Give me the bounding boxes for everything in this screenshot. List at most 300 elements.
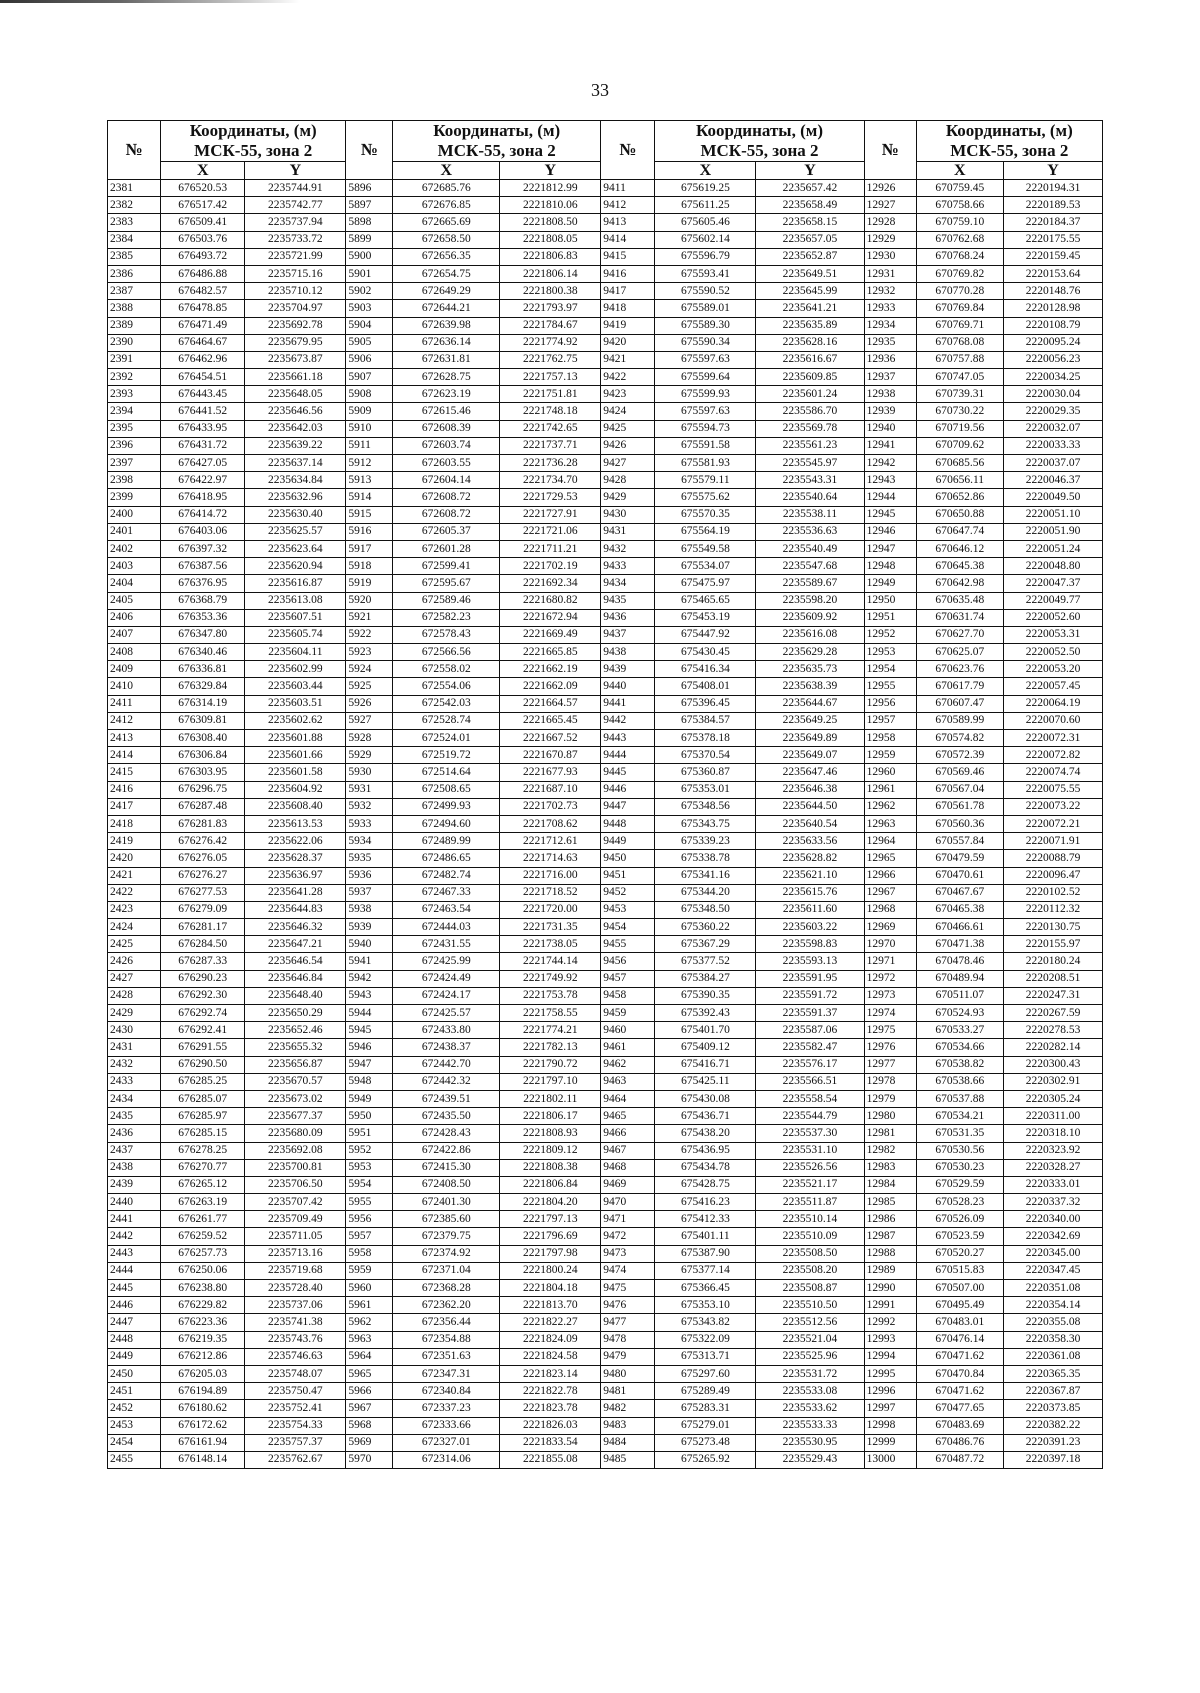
y-coordinate: 2220367.87 [1004,1383,1103,1400]
table-row [108,1005,1103,1022]
x-coordinate: 675453.19 [655,609,756,626]
y-coordinate: 2221790.72 [500,1056,601,1073]
x-coordinate: 670465.38 [916,901,1003,918]
table-row [108,970,1103,987]
table-row [108,850,1103,867]
y-coordinate: 2235646.54 [245,953,346,970]
point-number: 12962 [864,798,916,815]
x-coordinate: 676219.35 [161,1331,245,1348]
x-coordinate: 676296.75 [161,781,245,798]
y-coordinate: 2235648.05 [245,386,346,403]
y-coordinate: 2220051.90 [1004,523,1103,540]
y-coordinate: 2235713.16 [245,1245,346,1262]
x-coordinate: 676285.07 [161,1090,245,1107]
x-coordinate: 675590.52 [655,283,756,300]
x-coordinate: 672438.37 [393,1039,500,1056]
y-coordinate: 2221806.14 [500,265,601,282]
y-coordinate: 2220358.30 [1004,1331,1103,1348]
point-number: 2432 [108,1056,161,1073]
point-number: 5940 [346,936,393,953]
y-coordinate: 2235508.87 [756,1280,864,1297]
x-coordinate: 670529.59 [916,1176,1003,1193]
point-number: 12950 [864,592,916,609]
y-coordinate: 2235615.76 [756,884,864,901]
x-coordinate: 670567.04 [916,781,1003,798]
y-coordinate: 2220247.31 [1004,987,1103,1004]
point-number: 9431 [601,523,655,540]
x-coordinate: 676353.36 [161,609,245,626]
x-coordinate: 670534.66 [916,1039,1003,1056]
x-coordinate: 670515.83 [916,1262,1003,1279]
x-coordinate: 672444.03 [393,919,500,936]
point-number: 12952 [864,626,916,643]
y-coordinate: 2221753.78 [500,987,601,1004]
y-coordinate: 2235525.96 [756,1348,864,1365]
x-coordinate: 675596.79 [655,248,756,265]
point-number: 2450 [108,1365,161,1382]
point-number: 9484 [601,1434,655,1451]
point-number: 9470 [601,1194,655,1211]
y-coordinate: 2220189.53 [1004,197,1103,214]
x-coordinate: 675367.29 [655,936,756,953]
y-coordinate: 2220051.24 [1004,540,1103,557]
x-coordinate: 676329.84 [161,678,245,695]
y-coordinate: 2221774.21 [500,1022,601,1039]
y-coordinate: 2220351.08 [1004,1280,1103,1297]
x-coordinate: 676229.82 [161,1297,245,1314]
point-number: 9446 [601,781,655,798]
x-coordinate: 672354.88 [393,1331,500,1348]
y-coordinate: 2220049.50 [1004,489,1103,506]
x-coordinate: 675313.71 [655,1348,756,1365]
x-coordinate: 676306.84 [161,747,245,764]
table-row [108,1262,1103,1279]
coords-header [916,121,1102,162]
y-coordinate: 2235673.02 [245,1090,346,1107]
y-coordinate: 2235621.10 [756,867,864,884]
point-number: 2415 [108,764,161,781]
point-number: 5903 [346,300,393,317]
y-coordinate: 2221800.38 [500,283,601,300]
y-coordinate: 2235692.08 [245,1142,346,1159]
point-number: 5936 [346,867,393,884]
point-number: 2396 [108,437,161,454]
table-row [108,661,1103,678]
x-coordinate: 675339.23 [655,833,756,850]
point-number: 9425 [601,420,655,437]
y-coordinate: 2221813.70 [500,1297,601,1314]
x-coordinate: 676270.77 [161,1159,245,1176]
x-coordinate: 672628.75 [393,369,500,386]
y-coordinate: 2235628.82 [756,850,864,867]
x-coordinate: 675353.10 [655,1297,756,1314]
y-coordinate: 2221800.24 [500,1262,601,1279]
point-number: 12968 [864,901,916,918]
x-coordinate: 672656.35 [393,248,500,265]
y-coordinate: 2221742.65 [500,420,601,437]
table-row [108,180,1103,197]
point-number: 2393 [108,386,161,403]
x-coordinate: 675409.12 [655,1039,756,1056]
x-coordinate: 676279.09 [161,901,245,918]
point-number: 12980 [864,1108,916,1125]
point-number: 2434 [108,1090,161,1107]
table-row [108,919,1103,936]
point-number: 12978 [864,1073,916,1090]
x-coordinate: 675579.11 [655,472,756,489]
y-coordinate: 2221824.58 [500,1348,601,1365]
x-coordinate: 670769.82 [916,265,1003,282]
x-coordinate: 672351.63 [393,1348,500,1365]
point-number: 5943 [346,987,393,1004]
y-coordinate: 2235635.89 [756,317,864,334]
table-row [108,695,1103,712]
x-coordinate: 675401.70 [655,1022,756,1039]
table-row [108,283,1103,300]
y-coordinate: 2235603.51 [245,695,346,712]
x-coordinate: 670589.99 [916,712,1003,729]
point-number: 2388 [108,300,161,317]
x-coordinate: 675348.56 [655,798,756,815]
point-number: 9459 [601,1005,655,1022]
point-number: 12998 [864,1417,916,1434]
y-coordinate: 2235649.07 [756,747,864,764]
point-number: 9450 [601,850,655,867]
x-coordinate: 676520.53 [161,180,245,197]
y-coordinate: 2221855.08 [500,1451,601,1468]
y-coordinate: 2221727.91 [500,506,601,523]
point-number: 2391 [108,351,161,368]
y-coordinate: 2235641.21 [756,300,864,317]
table-row [108,1125,1103,1142]
point-number: 12926 [864,180,916,197]
point-number: 2399 [108,489,161,506]
x-coordinate: 670631.74 [916,609,1003,626]
x-coordinate: 675447.92 [655,626,756,643]
x-coordinate: 672368.28 [393,1280,500,1297]
x-coordinate: 670759.10 [916,214,1003,231]
y-coordinate: 2235561.23 [756,437,864,454]
point-number: 5900 [346,248,393,265]
point-number: 2417 [108,798,161,815]
x-coordinate: 675416.71 [655,1056,756,1073]
point-number: 9434 [601,575,655,592]
y-coordinate: 2235533.33 [756,1417,864,1434]
y-coordinate: 2235537.30 [756,1125,864,1142]
point-number: 5959 [346,1262,393,1279]
x-coordinate: 676340.46 [161,644,245,661]
y-coordinate: 2221808.38 [500,1159,601,1176]
table-body [108,180,1103,1469]
x-coordinate: 670533.27 [916,1022,1003,1039]
y-coordinate: 2221669.49 [500,626,601,643]
point-number: 5902 [346,283,393,300]
x-coordinate: 672435.50 [393,1108,500,1125]
x-coordinate: 670483.69 [916,1417,1003,1434]
x-coordinate: 676161.94 [161,1434,245,1451]
y-coordinate: 2220365.35 [1004,1365,1103,1382]
point-number: 9412 [601,197,655,214]
point-number: 12960 [864,764,916,781]
point-number: 12983 [864,1159,916,1176]
y-coordinate: 2221824.09 [500,1331,601,1348]
point-number: 2395 [108,420,161,437]
y-coordinate: 2235754.33 [245,1417,346,1434]
x-coordinate: 676287.33 [161,953,245,970]
table-row [108,214,1103,231]
point-number: 9414 [601,231,655,248]
point-number: 12966 [864,867,916,884]
x-coordinate: 670471.62 [916,1348,1003,1365]
point-number: 2426 [108,953,161,970]
point-number: 5958 [346,1245,393,1262]
point-number: 2400 [108,506,161,523]
x-coordinate: 676336.81 [161,661,245,678]
point-number: 5904 [346,317,393,334]
y-coordinate: 2220072.21 [1004,815,1103,832]
point-number: 9442 [601,712,655,729]
y-coordinate: 2235533.62 [756,1400,864,1417]
point-number: 9451 [601,867,655,884]
point-number: 5917 [346,540,393,557]
y-coordinate: 2221809.12 [500,1142,601,1159]
point-number: 9437 [601,626,655,643]
point-number: 5921 [346,609,393,626]
table-row [108,1211,1103,1228]
y-coordinate: 2235706.50 [245,1176,346,1193]
point-number: 5910 [346,420,393,437]
point-number: 12973 [864,987,916,1004]
x-coordinate: 670645.38 [916,558,1003,575]
y-coordinate: 2220112.32 [1004,901,1103,918]
y-coordinate: 2235526.56 [756,1159,864,1176]
x-coordinate: 672615.46 [393,403,500,420]
point-number: 2383 [108,214,161,231]
point-number: 9419 [601,317,655,334]
x-coordinate: 675341.16 [655,867,756,884]
y-coordinate: 2221804.18 [500,1280,601,1297]
y-coordinate: 2220088.79 [1004,850,1103,867]
point-number: 9444 [601,747,655,764]
x-coordinate: 675338.78 [655,850,756,867]
y-coordinate: 2235531.72 [756,1365,864,1382]
point-number: 9429 [601,489,655,506]
y-coordinate: 2235737.06 [245,1297,346,1314]
x-coordinate: 670719.56 [916,420,1003,437]
x-coordinate: 675343.75 [655,815,756,832]
y-coordinate: 2221808.50 [500,214,601,231]
y-coordinate: 2235632.96 [245,489,346,506]
x-coordinate: 672566.56 [393,644,500,661]
table-row [108,592,1103,609]
y-coordinate: 2235709.49 [245,1211,346,1228]
point-number: 5941 [346,953,393,970]
table-row [108,231,1103,248]
x-coordinate: 676180.62 [161,1400,245,1417]
x-coordinate: 675387.90 [655,1245,756,1262]
y-coordinate: 2221762.75 [500,351,601,368]
x-coordinate: 676259.52 [161,1228,245,1245]
y-coordinate: 2221810.06 [500,197,601,214]
x-coordinate: 675475.97 [655,575,756,592]
table-row [108,798,1103,815]
x-coordinate: 672524.01 [393,730,500,747]
point-number: 5970 [346,1451,393,1468]
x-coordinate: 672371.04 [393,1262,500,1279]
point-number: 12935 [864,334,916,351]
x-coordinate: 675273.48 [655,1434,756,1451]
point-number: 9438 [601,644,655,661]
point-number: 12943 [864,472,916,489]
y-coordinate: 2235566.51 [756,1073,864,1090]
point-number: 5934 [346,833,393,850]
point-number: 9427 [601,455,655,472]
y-coordinate: 2235649.89 [756,730,864,747]
x-coordinate: 675408.01 [655,678,756,695]
x-coordinate: 675575.62 [655,489,756,506]
point-number: 2382 [108,197,161,214]
x-coordinate: 672442.32 [393,1073,500,1090]
y-coordinate: 2235616.67 [756,351,864,368]
x-coordinate: 676292.74 [161,1005,245,1022]
y-coordinate: 2235679.95 [245,334,346,351]
x-coordinate: 670486.76 [916,1434,1003,1451]
point-number: 2441 [108,1211,161,1228]
point-number: 5953 [346,1159,393,1176]
y-coordinate: 2235533.08 [756,1383,864,1400]
x-coordinate: 676387.56 [161,558,245,575]
y-coordinate: 2235607.51 [245,609,346,626]
x-coordinate: 675605.46 [655,214,756,231]
table-row [108,1142,1103,1159]
y-coordinate: 2220108.79 [1004,317,1103,334]
x-coordinate: 675279.01 [655,1417,756,1434]
point-number: 12982 [864,1142,916,1159]
point-number: 9441 [601,695,655,712]
point-number: 9469 [601,1176,655,1193]
y-coordinate: 2235633.56 [756,833,864,850]
y-coordinate: 2220282.14 [1004,1039,1103,1056]
x-coordinate: 670495.49 [916,1297,1003,1314]
y-coordinate: 2220333.01 [1004,1176,1103,1193]
y-coordinate: 2235728.40 [245,1280,346,1297]
y-coordinate: 2220034.25 [1004,369,1103,386]
y-coordinate: 2235616.08 [756,626,864,643]
table-row [108,351,1103,368]
x-coordinate: 676441.52 [161,403,245,420]
y-coordinate: 2235591.95 [756,970,864,987]
point-number: 2408 [108,644,161,661]
x-coordinate: 676433.95 [161,420,245,437]
point-number: 2381 [108,180,161,197]
y-coordinate: 2221708.62 [500,815,601,832]
point-number: 5951 [346,1125,393,1142]
point-number: 2414 [108,747,161,764]
table-row [108,506,1103,523]
y-coordinate: 2221806.84 [500,1176,601,1193]
point-number: 5948 [346,1073,393,1090]
x-coordinate: 670569.46 [916,764,1003,781]
point-number: 2428 [108,987,161,1004]
y-coordinate: 2221748.18 [500,403,601,420]
y-coordinate: 2221738.05 [500,936,601,953]
point-number: 12940 [864,420,916,437]
point-number: 9472 [601,1228,655,1245]
point-number: 5896 [346,180,393,197]
x-coordinate: 676403.06 [161,523,245,540]
point-number: 5905 [346,334,393,351]
y-coordinate: 2235748.07 [245,1365,346,1382]
table-row [108,987,1103,1004]
y-coordinate: 2221793.97 [500,300,601,317]
x-coordinate: 672362.20 [393,1297,500,1314]
point-number: 12959 [864,747,916,764]
point-number: 9473 [601,1245,655,1262]
y-coordinate: 2221797.98 [500,1245,601,1262]
x-coordinate: 670538.82 [916,1056,1003,1073]
y-coordinate: 2235589.67 [756,575,864,592]
x-coordinate: 670477.65 [916,1400,1003,1417]
table-row [108,781,1103,798]
y-coordinate: 2235543.31 [756,472,864,489]
y-coordinate: 2235628.37 [245,850,346,867]
y-coordinate: 2235638.39 [756,678,864,695]
x-coordinate: 670730.22 [916,403,1003,420]
y-coordinate: 2235692.78 [245,317,346,334]
x-coordinate: 675549.58 [655,540,756,557]
y-coordinate: 2235605.74 [245,626,346,643]
table-row [108,1090,1103,1107]
x-coordinate: 676414.72 [161,506,245,523]
x-coordinate: 675602.14 [655,231,756,248]
y-header: Y [1004,162,1103,180]
y-coordinate: 2221812.99 [500,180,601,197]
x-coordinate: 672442.70 [393,1056,500,1073]
point-number: 2445 [108,1280,161,1297]
x-coordinate: 672554.06 [393,678,500,695]
point-number: 5906 [346,351,393,368]
y-coordinate: 2220053.20 [1004,661,1103,678]
y-coordinate: 2235707.42 [245,1194,346,1211]
table-row [108,369,1103,386]
point-number: 9467 [601,1142,655,1159]
point-number: 5911 [346,437,393,454]
y-coordinate: 2220072.82 [1004,747,1103,764]
y-coordinate: 2220070.60 [1004,712,1103,729]
point-number: 12987 [864,1228,916,1245]
table-row [108,558,1103,575]
point-number: 5937 [346,884,393,901]
x-coordinate: 672425.57 [393,1005,500,1022]
y-coordinate: 2220030.04 [1004,386,1103,403]
y-coordinate: 2235658.15 [756,214,864,231]
coords-header-line1: Координаты, (м) [189,121,317,140]
point-number: 9416 [601,265,655,282]
x-coordinate: 672654.75 [393,265,500,282]
x-coordinate: 675597.63 [655,403,756,420]
x-coordinate: 675434.78 [655,1159,756,1176]
point-number: 2397 [108,455,161,472]
y-coordinate: 2235569.78 [756,420,864,437]
point-number: 12961 [864,781,916,798]
x-coordinate: 670769.84 [916,300,1003,317]
point-number: 5924 [346,661,393,678]
x-coordinate: 672558.02 [393,661,500,678]
y-coordinate: 2235530.95 [756,1434,864,1451]
x-coordinate: 672428.43 [393,1125,500,1142]
x-coordinate: 670487.72 [916,1451,1003,1468]
x-coordinate: 675344.20 [655,884,756,901]
